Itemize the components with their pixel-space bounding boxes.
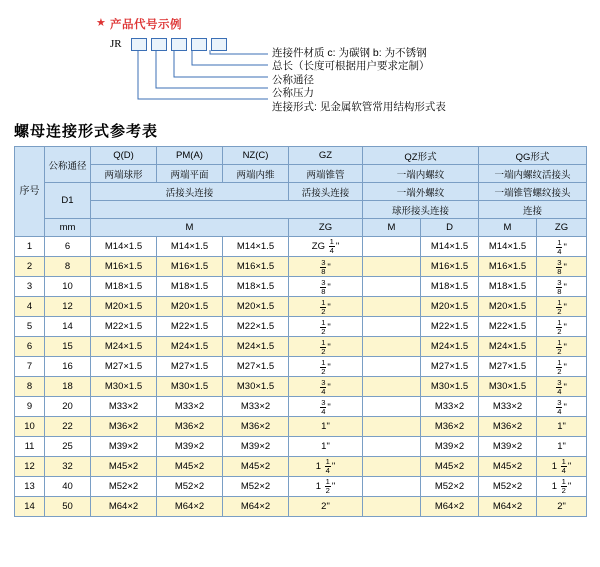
row-qz-d: M64×2 <box>421 497 479 517</box>
row-pma-m: M36×2 <box>157 417 223 437</box>
row-pma-m: M18×1.5 <box>157 277 223 297</box>
row-qz-d: M22×1.5 <box>421 317 479 337</box>
row-qg-m: M16×1.5 <box>479 257 537 277</box>
row-pma-m: M14×1.5 <box>157 237 223 257</box>
row-qg-m: M36×2 <box>479 417 537 437</box>
row-gz-zg: 1 $\frac{1}{2}$ " <box>289 477 363 497</box>
row-nzc-m: M16×1.5 <box>223 257 289 277</box>
row-qz-d: M18×1.5 <box>421 277 479 297</box>
header-unit-m: M <box>91 219 289 237</box>
header-qd-desc: 两端球形 <box>91 165 157 183</box>
row-qg-zg: 1 $\frac{1}{2}$ " <box>537 477 587 497</box>
row-gz-zg: $\frac{1}{2}$ " <box>289 337 363 357</box>
row-seq: 9 <box>15 397 45 417</box>
row-qz-d: M20×1.5 <box>421 297 479 317</box>
row-nzc-m: M64×2 <box>223 497 289 517</box>
row-qz-m <box>363 297 421 317</box>
row-qd-m: M14×1.5 <box>91 237 157 257</box>
row-qg-m: M52×2 <box>479 477 537 497</box>
row-nzc-m: M22×1.5 <box>223 317 289 337</box>
row-nominal-dia: 16 <box>45 357 91 377</box>
row-qd-m: M45×2 <box>91 457 157 477</box>
table-row <box>15 477 587 497</box>
row-qg-m: M30×1.5 <box>479 377 537 397</box>
header-unit-qg-m: M <box>479 219 537 237</box>
row-nzc-m: M30×1.5 <box>223 377 289 397</box>
row-seq: 14 <box>15 497 45 517</box>
header-group-gz: GZ <box>289 147 363 165</box>
row-qg-zg: $\frac{1}{4}$ " <box>537 237 587 257</box>
row-gz-zg: $\frac{1}{2}$ " <box>289 297 363 317</box>
row-qg-zg: 1 $\frac{1}{4}$ " <box>537 457 587 477</box>
row-gz-zg: $\frac{1}{2}$ " <box>289 317 363 337</box>
row-qz-m <box>363 257 421 277</box>
row-pma-m: M33×2 <box>157 397 223 417</box>
row-qg-m: M45×2 <box>479 457 537 477</box>
row-qg-m: M64×2 <box>479 497 537 517</box>
row-qg-zg: $\frac{1}{2}$ " <box>537 357 587 377</box>
row-qg-m: M24×1.5 <box>479 337 537 357</box>
row-nominal-dia: 15 <box>45 337 91 357</box>
legend-label-list <box>272 47 446 114</box>
row-pma-m: M30×1.5 <box>157 377 223 397</box>
row-qz-m <box>363 477 421 497</box>
row-nominal-dia: 22 <box>45 417 91 437</box>
header-unit-qz-d: D <box>421 219 479 237</box>
table-row <box>15 337 587 357</box>
row-qg-m: M18×1.5 <box>479 277 537 297</box>
row-qd-m: M20×1.5 <box>91 297 157 317</box>
table-row <box>15 397 587 417</box>
row-nzc-m: M24×1.5 <box>223 337 289 357</box>
row-pma-m: M24×1.5 <box>157 337 223 357</box>
row-nominal-dia: 6 <box>45 237 91 257</box>
table-row <box>15 237 587 257</box>
row-nzc-m: M33×2 <box>223 397 289 417</box>
row-gz-zg: $\frac{3}{4}$ " <box>289 397 363 417</box>
table-row <box>15 257 587 277</box>
row-pma-m: M22×1.5 <box>157 317 223 337</box>
header-d1: D1 <box>45 183 91 219</box>
header-nzc-desc: 两端内维 <box>223 165 289 183</box>
row-qz-m <box>363 377 421 397</box>
row-pma-m: M16×1.5 <box>157 257 223 277</box>
row-nominal-dia: 18 <box>45 377 91 397</box>
table-header-row <box>15 201 587 219</box>
row-seq: 6 <box>15 337 45 357</box>
table-header-row <box>15 165 587 183</box>
row-qz-d: M45×2 <box>421 457 479 477</box>
legend-label: 公称压力 <box>272 87 314 100</box>
row-seq: 3 <box>15 277 45 297</box>
legend-title: 产品代号示例 <box>110 19 182 31</box>
header-ball-joint-connection: 球形接头连接 <box>363 201 479 219</box>
row-seq: 7 <box>15 357 45 377</box>
row-pma-m: M45×2 <box>157 457 223 477</box>
row-nominal-dia: 25 <box>45 437 91 457</box>
row-seq: 5 <box>15 317 45 337</box>
table-row <box>15 497 587 517</box>
row-nzc-m: M18×1.5 <box>223 277 289 297</box>
nut-connection-table <box>14 146 587 517</box>
header-gz-desc: 两端锥管 <box>289 165 363 183</box>
row-gz-zg: $\frac{3}{4}$ " <box>289 377 363 397</box>
header-qz-desc: 一端内螺纹 <box>363 165 479 183</box>
row-qd-m: M52×2 <box>91 477 157 497</box>
row-qd-m: M22×1.5 <box>91 317 157 337</box>
row-nzc-m: M14×1.5 <box>223 237 289 257</box>
row-seq: 8 <box>15 377 45 397</box>
row-qg-zg: $\frac{3}{4}$ " <box>537 397 587 417</box>
nut-connection-table-wrap <box>14 146 586 517</box>
header-group-qz: QZ形式 <box>363 147 479 165</box>
row-gz-zg: ZG $\frac{1}{4}$ " <box>289 237 363 257</box>
row-qz-m <box>363 237 421 257</box>
row-qz-m <box>363 417 421 437</box>
table-header-row <box>15 183 587 201</box>
row-nominal-dia: 20 <box>45 397 91 417</box>
header-unit-qg-zg: ZG <box>537 219 587 237</box>
row-nominal-dia: 14 <box>45 317 91 337</box>
row-qz-m <box>363 277 421 297</box>
header-blank <box>91 201 363 219</box>
row-qd-m: M18×1.5 <box>91 277 157 297</box>
legend-label: 连接形式: 见金属软管常用结构形式表 <box>272 100 446 113</box>
row-qd-m: M24×1.5 <box>91 337 157 357</box>
header-pma-desc: 两端平面 <box>157 165 223 183</box>
header-union-connection-2: 活接头连接 <box>289 183 363 201</box>
row-seq: 10 <box>15 417 45 437</box>
row-qz-d: M36×2 <box>421 417 479 437</box>
section-title: 螺母连接形式参考表 <box>14 123 159 140</box>
table-row <box>15 437 587 457</box>
row-gz-zg: 1" <box>289 437 363 457</box>
row-nzc-m: M52×2 <box>223 477 289 497</box>
header-group-qd: Q(D) <box>91 147 157 165</box>
row-nominal-dia: 40 <box>45 477 91 497</box>
table-row <box>15 377 587 397</box>
row-qg-zg: $\frac{1}{2}$ " <box>537 317 587 337</box>
row-nominal-dia: 8 <box>45 257 91 277</box>
row-pma-m: M52×2 <box>157 477 223 497</box>
row-qz-m <box>363 397 421 417</box>
row-qg-zg: 2" <box>537 497 587 517</box>
row-qg-m: M14×1.5 <box>479 237 537 257</box>
row-qz-m <box>363 337 421 357</box>
row-qg-m: M39×2 <box>479 437 537 457</box>
row-qg-zg: $\frac{3}{4}$ " <box>537 377 587 397</box>
table-row <box>15 277 587 297</box>
header-unit-qz-m: M <box>363 219 421 237</box>
row-gz-zg: 1" <box>289 417 363 437</box>
row-qd-m: M39×2 <box>91 437 157 457</box>
row-qg-m: M20×1.5 <box>479 297 537 317</box>
row-qg-zg: $\frac{1}{2}$ " <box>537 337 587 357</box>
header-nominal-dia: 公称通径 <box>45 147 91 183</box>
table-row <box>15 357 587 377</box>
row-nominal-dia: 10 <box>45 277 91 297</box>
row-qg-m: M27×1.5 <box>479 357 537 377</box>
row-qg-zg: $\frac{3}{8}$ " <box>537 257 587 277</box>
header-unit-zg: ZG <box>289 219 363 237</box>
legend-label: 公称通径 <box>272 73 314 86</box>
row-qz-d: M14×1.5 <box>421 237 479 257</box>
row-qd-m: M30×1.5 <box>91 377 157 397</box>
table-header-row <box>15 147 587 165</box>
row-qz-m <box>363 437 421 457</box>
star-icon: ★ <box>96 17 106 29</box>
header-group-nzc: NZ(C) <box>223 147 289 165</box>
legend-label: 总长（长度可根据用户要求定制） <box>272 60 430 73</box>
row-qz-d: M27×1.5 <box>421 357 479 377</box>
row-qg-m: M33×2 <box>479 397 537 417</box>
row-nzc-m: M39×2 <box>223 437 289 457</box>
row-qz-d: M16×1.5 <box>421 257 479 277</box>
row-qd-m: M64×2 <box>91 497 157 517</box>
row-pma-m: M39×2 <box>157 437 223 457</box>
table-row <box>15 317 587 337</box>
row-nzc-m: M27×1.5 <box>223 357 289 377</box>
row-qd-m: M36×2 <box>91 417 157 437</box>
row-seq: 2 <box>15 257 45 277</box>
row-qg-zg: 1" <box>537 437 587 457</box>
row-qz-d: M39×2 <box>421 437 479 457</box>
row-nzc-m: M45×2 <box>223 457 289 477</box>
table-body <box>15 237 587 517</box>
row-qz-d: M52×2 <box>421 477 479 497</box>
header-union-connection: 活接头连接 <box>91 183 289 201</box>
row-qz-m <box>363 457 421 477</box>
header-qg-desc: 一端内螺纹活接头 <box>479 165 587 183</box>
row-qz-m <box>363 317 421 337</box>
row-nominal-dia: 12 <box>45 297 91 317</box>
header-seq: 序号 <box>15 147 45 237</box>
legend-label: 连接件材质 c: 为碳钢 b: 为不锈钢 <box>272 47 427 59</box>
row-gz-zg: 1 $\frac{1}{4}$ " <box>289 457 363 477</box>
row-nzc-m: M20×1.5 <box>223 297 289 317</box>
row-gz-zg: $\frac{3}{8}$ " <box>289 277 363 297</box>
row-qg-zg: $\frac{1}{2}$ " <box>537 297 587 317</box>
row-qg-zg: $\frac{3}{8}$ " <box>537 277 587 297</box>
table-row <box>15 457 587 477</box>
row-pma-m: M27×1.5 <box>157 357 223 377</box>
row-pma-m: M64×2 <box>157 497 223 517</box>
row-qg-zg: 1" <box>537 417 587 437</box>
row-nominal-dia: 32 <box>45 457 91 477</box>
row-nominal-dia: 50 <box>45 497 91 517</box>
row-gz-zg: $\frac{1}{2}$ " <box>289 357 363 377</box>
row-qd-m: M33×2 <box>91 397 157 417</box>
row-seq: 4 <box>15 297 45 317</box>
header-connection: 连接 <box>479 201 587 219</box>
product-code-legend <box>0 0 600 113</box>
row-qd-m: M27×1.5 <box>91 357 157 377</box>
header-qz-external-thread: 一端外螺纹 <box>363 183 479 201</box>
table-row <box>15 417 587 437</box>
row-qz-d: M30×1.5 <box>421 377 479 397</box>
header-group-qg: QG形式 <box>479 147 587 165</box>
table-row <box>15 297 587 317</box>
row-seq: 11 <box>15 437 45 457</box>
row-seq: 12 <box>15 457 45 477</box>
header-unit-mm: mm <box>45 219 91 237</box>
row-nzc-m: M36×2 <box>223 417 289 437</box>
row-qz-d: M33×2 <box>421 397 479 417</box>
row-qd-m: M16×1.5 <box>91 257 157 277</box>
row-seq: 13 <box>15 477 45 497</box>
table-header-row <box>15 219 587 237</box>
row-qz-m <box>363 497 421 517</box>
row-qg-m: M22×1.5 <box>479 317 537 337</box>
header-group-pma: PM(A) <box>157 147 223 165</box>
row-gz-zg: $\frac{3}{8}$ " <box>289 257 363 277</box>
row-gz-zg: 2" <box>289 497 363 517</box>
row-qz-m <box>363 357 421 377</box>
row-pma-m: M20×1.5 <box>157 297 223 317</box>
header-qg-taper-thread: 一端锥管螺纹接头 <box>479 183 587 201</box>
row-seq: 1 <box>15 237 45 257</box>
row-qz-d: M24×1.5 <box>421 337 479 357</box>
code-prefix: JR <box>110 38 122 50</box>
